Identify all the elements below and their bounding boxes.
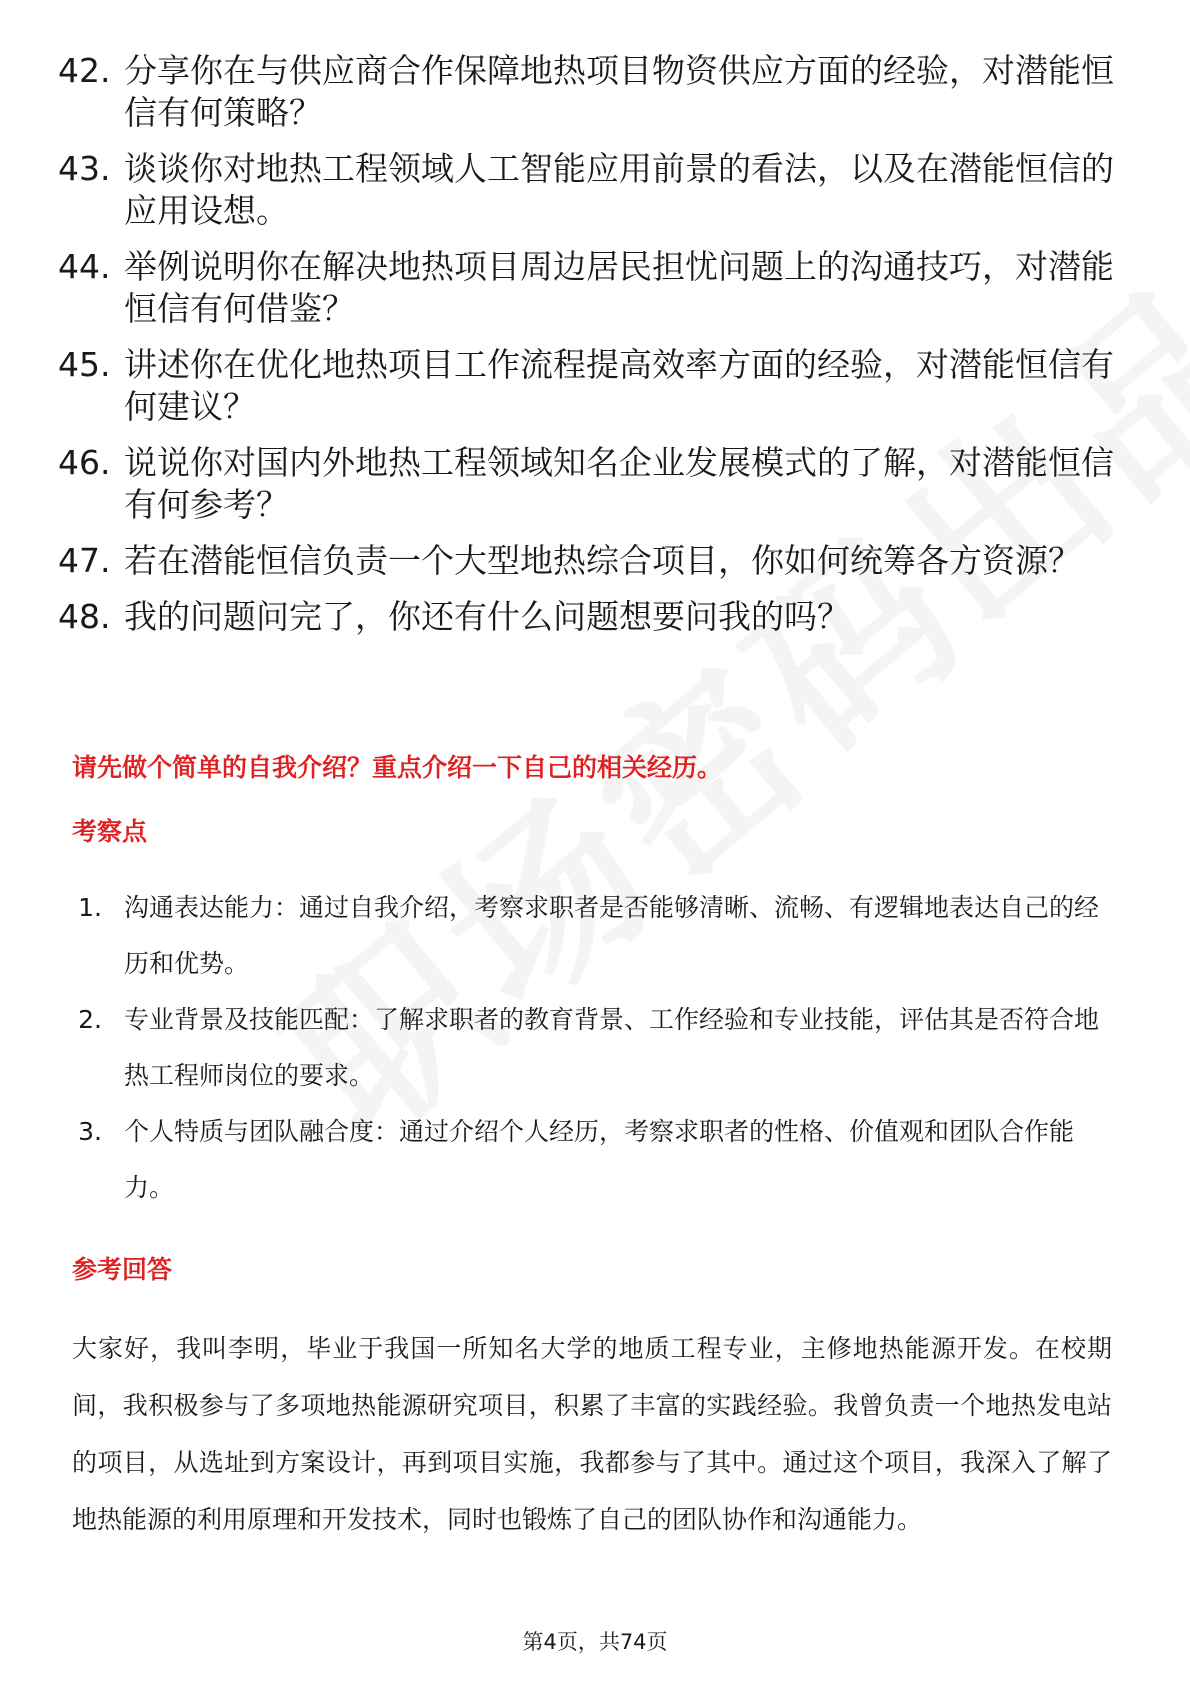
question-text: 说说你对国内外地热工程领域知名企业发展模式的了解，对潜能恒信有何参考？ [124,443,1114,524]
point-item [72,1104,1112,1216]
question-number: 47. [58,541,111,580]
intro-question-heading: 请先做个简单的自我介绍？重点介绍一下自己的相关经历。 [72,753,723,782]
point-item [72,992,1112,1104]
question-item [58,442,1118,526]
point-text: 个人特质与团队融合度：通过介绍个人经历，考察求职者的性格、价值观和团队合作能力。 [124,1117,1075,1202]
answer-section-label: 参考回答 [72,1255,173,1284]
question-item [58,596,1118,638]
question-item [58,148,1118,232]
point-number: 3. [78,1117,102,1146]
question-number: 44. [58,247,111,286]
point-number: 2. [78,1005,102,1034]
question-number: 45. [58,345,111,384]
question-item [58,344,1118,428]
question-item [58,246,1118,330]
question-item [58,540,1118,582]
question-text: 我的问题问完了，你还有什么问题想要问我的吗？ [124,597,850,636]
points-list [72,880,1112,1216]
question-number: 42. [58,51,111,90]
point-text: 沟通表达能力：通过自我介绍，考察求职者是否能够清晰、流畅、有逻辑地表达自己的经历和优势。 [124,893,1100,978]
question-text: 讲述你在优化地热项目工作流程提高效率方面的经验，对潜能恒信有何建议？ [124,345,1114,426]
point-item [72,880,1112,992]
points-section-label: 考察点 [72,817,148,846]
question-text: 若在潜能恒信负责一个大型地热综合项目，你如何统筹各方资源？ [124,541,1081,580]
question-text: 谈谈你对地热工程领域人工智能应用前景的看法，以及在潜能恒信的应用设想。 [124,149,1114,230]
reference-answer: 大家好，我叫李明，毕业于我国一所知名大学的地质工程专业，主修地热能源开发。在校期间，我积极参与了多项地热能源研究项目，积累了丰富的实践经验。我曾负责一个地热发电站的项目，从选址到方案设计，再到项目实施，我都参与了其中。通过这个项目，我深入了解了地热能源的利用原理和开发技术，同时也锻炼了自己的团队协作和沟通能力。 [72,1334,1112,1534]
page-footer: 第4页，共74页 [522,1630,668,1654]
question-number: 46. [58,443,111,482]
question-list [58,50,1118,652]
question-number: 48. [58,597,111,636]
point-text: 专业背景及技能匹配：了解求职者的教育背景、工作经验和专业技能，评估其是否符合地热工程师岗位的要求。 [124,1005,1100,1090]
question-text: 举例说明你在解决地热项目周边居民担忧问题上的沟通技巧，对潜能恒信有何借鉴？ [124,247,1114,328]
point-number: 1. [78,893,102,922]
question-text: 分享你在与供应商合作保障地热项目物资供应方面的经验，对潜能恒信有何策略？ [124,51,1114,132]
question-item [58,50,1118,134]
question-number: 43. [58,149,111,188]
